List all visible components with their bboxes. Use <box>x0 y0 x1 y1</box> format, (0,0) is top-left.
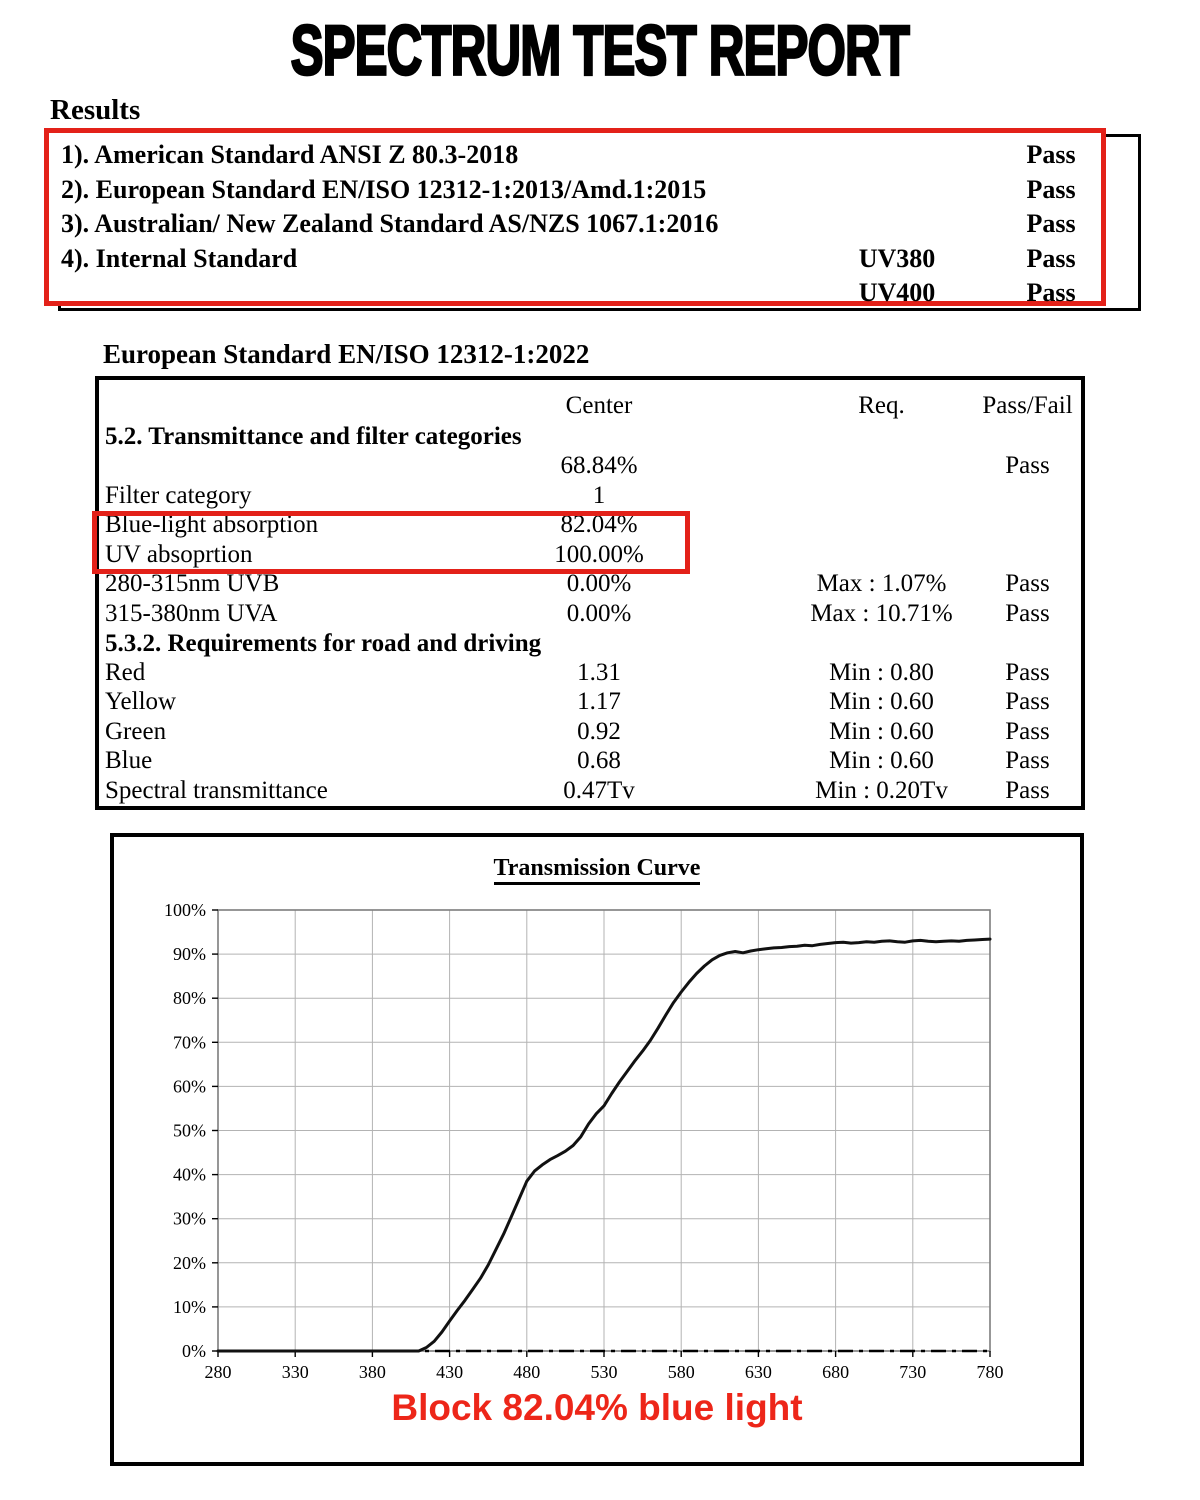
x-tick-label: 730 <box>899 1362 927 1382</box>
table-row: UV absoprtion 100.00% <box>105 540 644 568</box>
uv-label: UV380 <box>858 243 936 273</box>
table-row: 280-315nm UVB 0.00% Max : 1.07% Pass <box>105 570 1050 598</box>
x-tick-label: 480 <box>513 1362 541 1382</box>
y-tick-label: 70% <box>173 1032 206 1053</box>
table-row: 68.84% Pass <box>560 452 1050 480</box>
x-tick-label: 530 <box>590 1362 618 1382</box>
transmission-curve-svg <box>114 837 1080 1462</box>
standard-name: 2). European Standard EN/ISO 12312-1:2013/Amd.1:2015 <box>61 174 707 204</box>
x-tick-label: 330 <box>281 1362 309 1382</box>
column-header: Req. <box>858 392 905 419</box>
table-row: Spectral transmittance 0.47Tv Min : 0.20Tv Pass <box>105 776 1050 804</box>
y-tick-label: 60% <box>173 1076 206 1097</box>
x-tick-label: 380 <box>358 1362 386 1382</box>
table-row: Blue-light absorption 82.04% <box>105 511 638 539</box>
report-title: SPECTRUM TEST REPORT <box>290 11 910 91</box>
x-tick-label: 430 <box>436 1362 464 1382</box>
y-tick-label: 40% <box>173 1164 206 1185</box>
pass-status: Pass <box>1026 278 1076 308</box>
chart-panel <box>110 833 1084 1466</box>
uv-label: UV400 <box>858 278 936 308</box>
results-highlight-frame <box>44 128 1106 306</box>
table-row: 315-380nm UVA 0.00% Max : 10.71% Pass <box>105 599 1050 627</box>
y-tick-label: 20% <box>173 1252 206 1273</box>
x-tick-label: 780 <box>976 1362 1004 1382</box>
pass-status: Pass <box>1026 140 1076 170</box>
results-row <box>49 173 1101 208</box>
y-tick-label: 0% <box>182 1341 206 1361</box>
y-tick-label: 10% <box>173 1296 206 1317</box>
table-body <box>99 422 1081 806</box>
standard-table <box>95 376 1085 810</box>
pass-status: Pass <box>1026 243 1076 273</box>
results-row <box>49 207 1101 242</box>
y-tick-label: 50% <box>173 1120 206 1141</box>
table-header-row <box>99 380 1081 422</box>
x-tick-label: 580 <box>667 1362 695 1382</box>
blue-light-caption: Block 82.04% blue light <box>391 1387 803 1428</box>
standard-name: 1). American Standard ANSI Z 80.3-2018 <box>61 140 519 170</box>
column-header: Center <box>565 392 633 419</box>
table-row: Filter category 1 <box>105 481 606 509</box>
table-section-row: 5.2. Transmittance and filter categories <box>105 423 522 450</box>
table-row: Yellow 1.17 Min : 0.60 Pass <box>105 688 1050 716</box>
standard-name: 3). Australian/ New Zealand Standard AS/NZS 1067.1:2016 <box>61 209 719 239</box>
results-row <box>49 276 1101 311</box>
standard-name: 4). Internal Standard <box>61 243 298 273</box>
y-tick-label: 90% <box>173 944 206 965</box>
table-row: Blue 0.68 Min : 0.60 Pass <box>105 747 1050 775</box>
x-tick-label: 630 <box>744 1362 772 1382</box>
column-header: Pass/Fail <box>982 392 1073 419</box>
pass-status: Pass <box>1026 174 1076 204</box>
table-row: Red 1.31 Min : 0.80 Pass <box>105 658 1050 686</box>
pass-status: Pass <box>1026 209 1076 239</box>
y-tick-label: 80% <box>173 988 206 1009</box>
results-row <box>49 242 1101 277</box>
y-tick-label: 30% <box>173 1208 206 1229</box>
chart-title: Transmission Curve <box>114 855 1080 882</box>
table-section-row: 5.3.2. Requirements for road and driving <box>105 629 542 657</box>
results-rows <box>49 133 1101 311</box>
table-row: Green 0.92 Min : 0.60 Pass <box>105 717 1050 745</box>
x-tick-label: 680 <box>822 1362 850 1382</box>
x-tick-label: 280 <box>204 1362 232 1382</box>
results-heading: Results <box>50 94 141 126</box>
results-row <box>49 138 1101 173</box>
standard-heading: European Standard EN/ISO 12312-1:2022 <box>103 339 590 369</box>
y-tick-label: 100% <box>164 900 206 920</box>
